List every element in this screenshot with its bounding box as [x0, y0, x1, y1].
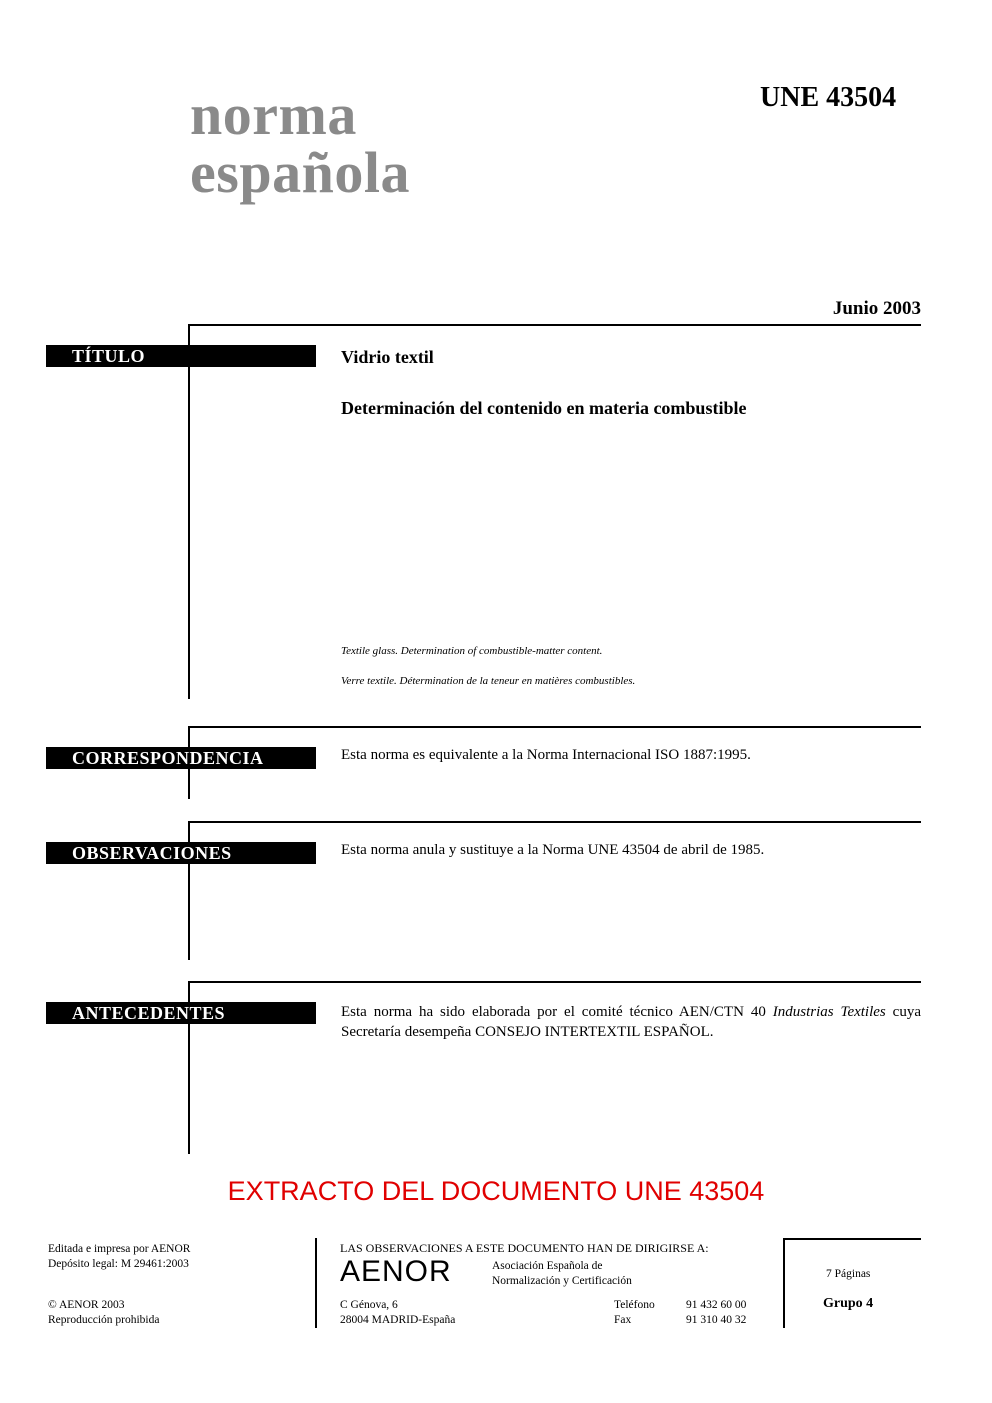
english-title: Textile glass. Determination of combustible-matter content.: [341, 645, 603, 657]
pages-box-left: [783, 1238, 785, 1328]
publication-date: Junio 2003: [832, 298, 921, 319]
brand-espanola: española: [190, 140, 410, 205]
aenor-logo: AENOR: [340, 1255, 452, 1288]
label-antecedentes: ANTECEDENTES: [46, 1002, 316, 1024]
association-name: [492, 1259, 632, 1289]
section-vertical-line: [188, 324, 190, 699]
legal-deposit: Depósito legal: M 29461:2003: [48, 1258, 189, 1270]
phone-number: 91 432 60 00: [686, 1299, 747, 1311]
reproduction-notice: Reproducción prohibida: [48, 1314, 160, 1326]
address-city: 28004 MADRID-España: [340, 1314, 456, 1326]
address-street: C Génova, 6: [340, 1299, 398, 1311]
antecedentes-text-end: cuya Secretaría desempeña CONSEJO INTERTEXTIL ESPAÑOL.: [341, 1004, 921, 1040]
french-title: Verre textile. Détermination de la teneur en matières combustibles.: [341, 675, 636, 687]
association-line-1: Asociación Española de: [492, 1260, 603, 1272]
document-title: Vidrio textil: [341, 347, 434, 367]
pages-box-top: [783, 1238, 921, 1240]
fax-number: 91 310 40 32: [686, 1314, 747, 1326]
price-group: Grupo 4: [823, 1296, 874, 1311]
correspondencia-text: Esta norma es equivalente a la Norma Internacional ISO 1887:1995.: [341, 747, 751, 763]
observations-heading: LAS OBSERVACIONES A ESTE DOCUMENTO HAN DE DIRIGIRSE A:: [340, 1241, 709, 1255]
antecedentes-text-start: Esta norma ha sido elaborada por el comité técnico AEN/CTN 40: [341, 1004, 773, 1020]
section-divider: [188, 981, 921, 983]
footer-divider: [315, 1238, 317, 1328]
footer-copyright: [48, 1298, 159, 1328]
phone-label: Teléfono: [614, 1299, 655, 1311]
brand-norma: norma: [190, 82, 357, 147]
label-correspondencia: CORRESPONDENCIA: [46, 747, 316, 769]
antecedentes-text: [341, 1002, 921, 1042]
association-line-2: Normalización y Certificación: [492, 1275, 632, 1287]
section-divider: [188, 821, 921, 823]
document-subtitle: Determinación del contenido en materia combustible: [341, 398, 747, 418]
label-observaciones: OBSERVACIONES: [46, 842, 316, 864]
page-count: 7 Páginas: [826, 1268, 871, 1280]
edited-by: Editada e impresa por AENOR: [48, 1243, 191, 1255]
fax-label: Fax: [614, 1314, 632, 1326]
copyright: © AENOR 2003: [48, 1299, 125, 1311]
committee-name: Industrias Textiles: [772, 1004, 886, 1020]
contact-values: [686, 1298, 746, 1328]
label-titulo: TÍTULO: [46, 345, 316, 367]
section-divider: [188, 726, 921, 728]
extract-watermark: EXTRACTO DEL DOCUMENTO UNE 43504: [227, 1176, 765, 1206]
section-divider: [188, 324, 921, 326]
address: [340, 1298, 455, 1328]
observaciones-text: Esta norma anula y sustituye a la Norma UNE 43504 de abril de 1985.: [341, 842, 765, 858]
standard-code: UNE 43504: [760, 82, 897, 113]
contact-labels: [614, 1298, 655, 1328]
footer-publisher: [48, 1242, 190, 1272]
